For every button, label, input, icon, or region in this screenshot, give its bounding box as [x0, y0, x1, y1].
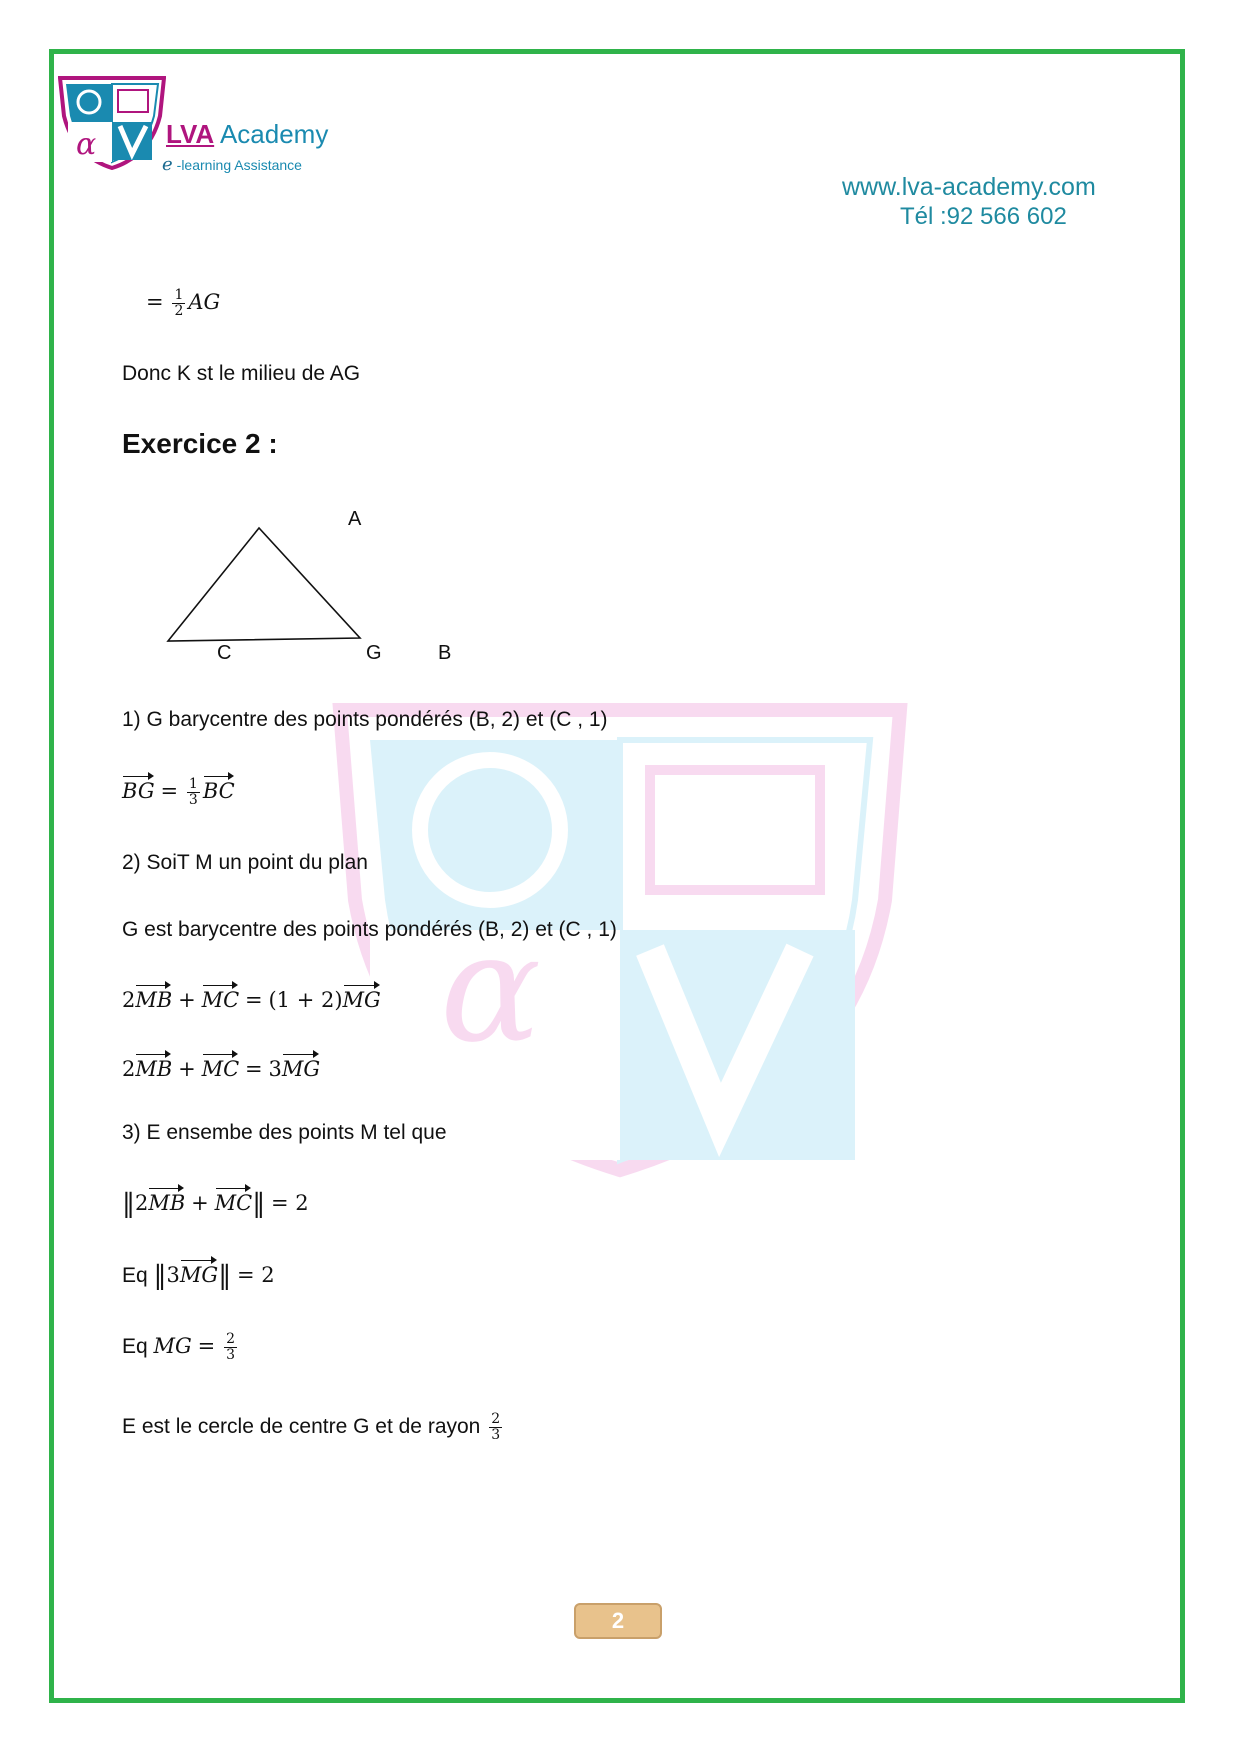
question-3-text: 3) E ensembe des points M tel que: [122, 1121, 447, 1144]
label-c: C: [217, 642, 232, 664]
vector-mg: MG: [180, 1260, 218, 1288]
fraction: $\frac{1}{3}$: [188, 775, 198, 808]
label-b: B: [438, 642, 452, 664]
vector-mg: MG: [343, 985, 381, 1013]
question-1-equation: BG = $\frac{1}{3}$ BC: [122, 775, 235, 808]
vector-bg: BG: [122, 776, 155, 804]
lva-shield-logo: [58, 76, 166, 170]
phone-number: Tél :92 566 602: [900, 203, 1067, 230]
question-2-text: 2) SoiT M un point du plan: [122, 851, 368, 874]
vector-mc: MC: [215, 1188, 253, 1216]
label-g: G: [366, 642, 382, 664]
question-3-equation-2: Eq ‖3MG‖ = 2: [122, 1261, 275, 1291]
question-2-equation-2: 2MB + MC = 3MG: [122, 1054, 320, 1083]
question-2-line2: G est barycentre des points pondérés (B, 2) et (C , 1): [122, 918, 617, 941]
brand-lva: LVA: [166, 119, 215, 149]
question-3-equation-3: Eq MG = $\frac{2}{3}$: [122, 1331, 236, 1363]
page-number: 2: [574, 1603, 662, 1639]
label-a: A: [348, 508, 362, 530]
question-3-conclusion: E est le cercle de centre G et de rayon $\frac{2}{3}$: [122, 1411, 501, 1443]
vector-mg: MG: [282, 1054, 320, 1082]
website-url[interactable]: www.lva-academy.com: [842, 173, 1096, 201]
equals: =: [146, 290, 164, 315]
tagline-rest: -learning Assistance: [176, 157, 302, 173]
exercise-heading: Exercice 2 :: [122, 428, 278, 459]
vector-mc: MC: [202, 985, 240, 1013]
question-1-text: 1) G barycentre des points pondérés (B, 2) et (C , 1): [122, 708, 608, 731]
vector-bc: BC: [203, 776, 235, 804]
vector-mb: MB: [135, 1054, 172, 1082]
variable: AG: [188, 290, 221, 315]
vector-mc: MC: [202, 1054, 240, 1082]
fraction: $\frac{1}{2}$: [174, 287, 184, 319]
brand-academy: Academy: [219, 119, 329, 149]
vector-mb: MB: [148, 1188, 185, 1216]
tagline-e: e: [162, 154, 173, 175]
conclusion-text: Donc K st le milieu de AG: [122, 362, 361, 385]
svg-text:α: α: [440, 902, 542, 1076]
fraction: $\frac{2}{3}$: [226, 1331, 236, 1363]
equation-top: [146, 288, 220, 319]
question-3-equation-1: ‖2MB + MC‖ = 2: [122, 1189, 309, 1219]
fraction: $\frac{2}{3}$: [491, 1411, 501, 1443]
brand-tagline: [162, 154, 302, 175]
vector-mb: MB: [135, 985, 172, 1013]
question-2-equation-1: 2MB + MC = (1 + 2)MG: [122, 985, 381, 1014]
svg-text:α: α: [76, 127, 97, 162]
triangle-figure: [160, 525, 370, 645]
brand-name: [166, 120, 328, 148]
